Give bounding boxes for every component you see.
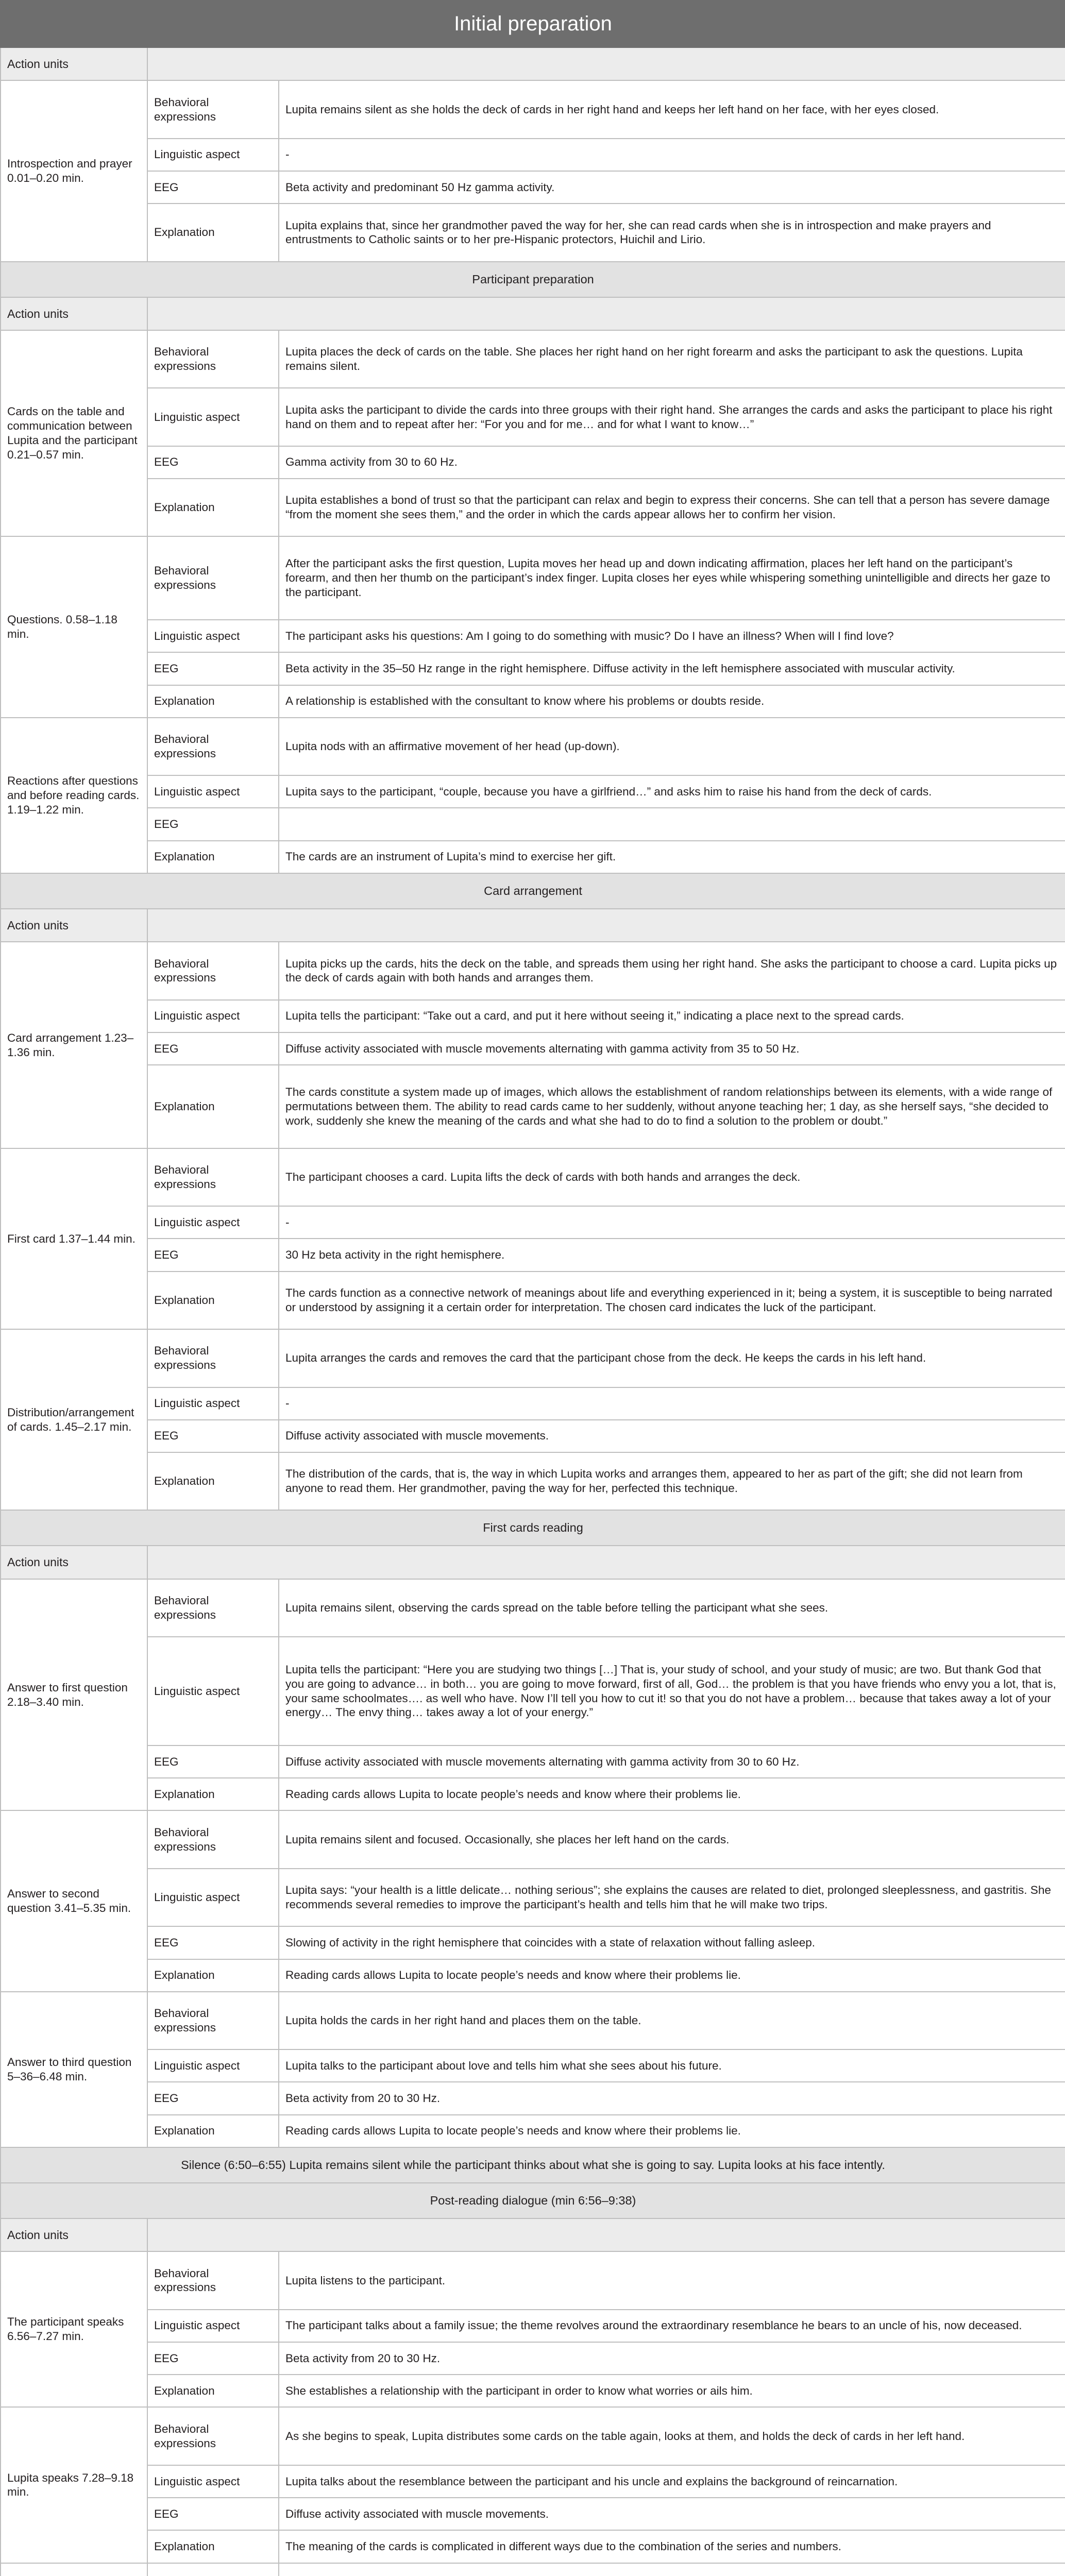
row-text: After the participant asks the first question, Lupita moves her head up and down indicating affirmation, places her left hand on the participant’s forearm, and then her thumb on the participant’s index finger. Lupita closes her eyes while whispering something unintelligible and directs her gaze to the participant. [279, 536, 1065, 620]
row-text: Lupita talks to the participant about love and tells him what she sees about his future. [279, 2049, 1065, 2082]
row-label: Explanation [147, 204, 279, 261]
row-text: Lupita remains silent as she holds the deck of cards in her right hand and keeps her left hand on her face, with her eyes closed. [279, 80, 1065, 138]
table-row [1, 1206, 1065, 1239]
row-text: Lupita says: “your health is a little delicate… nothing serious”; she explains the causes are related to diet, prolonged sleeplessness, and gastritis. She recommends several remedies to improve the participant’s health and tells him that he will make two trips. [279, 1869, 1065, 1926]
row-label: Linguistic aspect [147, 1637, 279, 1745]
section-heading-row [1, 1510, 1065, 1546]
row-label: EEG [147, 2082, 279, 2114]
section-heading-row [1, 2147, 1065, 2183]
row-label: EEG [147, 808, 279, 840]
row-text: Lupita establishes a bond of trust so that the participant can relax and begin to express their concerns. She can tell that a person has severe damage “from the moment she sees them,” and the order in which the cards appear allows her to confirm her vision. [279, 479, 1065, 536]
session-table-body [1, 1, 1065, 2576]
action-unit-cell: Distribution/arrangement of cards. 1.45–2.17 min. [1, 1329, 147, 1510]
row-text: Lupita places the deck of cards on the table. She places her right hand on her right forearm and asks the participant to ask the questions. Lupita remains silent. [279, 330, 1065, 388]
row-label: Explanation [147, 1778, 279, 1810]
row-text: Lupita tells the participant: “Take out a card, and put it here without seeing it,” indicating a place next to the spread cards. [279, 1000, 1065, 1032]
row-label: Linguistic aspect [147, 1387, 279, 1420]
table-row [1, 652, 1065, 685]
table-row [1, 1329, 1065, 1387]
section-heading: Card arrangement [1, 873, 1065, 909]
row-label: Behavioral expressions [147, 80, 279, 138]
table-row [1, 1065, 1065, 1148]
row-text: Lupita asks the participant to divide the cards into three groups with their right hand. She arranges the cards and asks the participant to place his right hand on them and to repeat after her: “For you and for me… and for what I want to know…” [279, 388, 1065, 446]
table-row [1, 2530, 1065, 2563]
table-row [1, 171, 1065, 204]
table-row [1, 1778, 1065, 1810]
row-label: EEG [147, 2342, 279, 2375]
row-label: Linguistic aspect [147, 620, 279, 652]
row-text: Lupita holds the cards in her right hand and places them on the table. [279, 1992, 1065, 2049]
row-label: Explanation [147, 2530, 279, 2563]
action-unit-cell: Answer to first question 2.18–3.40 min. [1, 1579, 147, 1811]
row-text: The cards function as a connective network of meanings about life and everything experienced in it; being a system, it is susceptible to being narrated or understood by assigning it a certain order for interpretation. The chosen card indicates the luck of the participant. [279, 1272, 1065, 1329]
row-label: Linguistic aspect [147, 1206, 279, 1239]
section-heading: Participant preparation [1, 262, 1065, 297]
table-row [1, 2115, 1065, 2147]
action-unit-cell: Answer to second question 3.41–5.35 min. [1, 1810, 147, 1991]
action-unit-cell: Answer to third question 5–36–6.48 min. [1, 1992, 147, 2147]
row-text: Lupita remains silent, observing the cards spread on the table before telling the participant what she sees. [279, 1579, 1065, 1637]
row-text: Lupita listens to the participant. [279, 2251, 1065, 2309]
table-row [1, 1810, 1065, 1868]
table-row [1, 1272, 1065, 1329]
header-blank-cell [147, 297, 1065, 330]
row-text: She establishes a relationship with the participant in order to know what worries or ails him. [279, 2375, 1065, 2407]
row-label: Behavioral expressions [147, 942, 279, 999]
row-label: Linguistic aspect [147, 1000, 279, 1032]
action-unit-cell: Reactions after questions and before reading cards. 1.19–1.22 min. [1, 718, 147, 873]
action-unit-cell: Introspection and prayer 0.01–0.20 min. [1, 80, 147, 261]
row-label: EEG [147, 446, 279, 479]
row-text: The participant asks his questions: Am I going to do something with music? Do I have an illness? When will I find love? [279, 620, 1065, 652]
row-label: Behavioral expressions [147, 1329, 279, 1387]
row-text: Beta activity from 20 to 30 Hz. [279, 2082, 1065, 2114]
table-row [1, 1869, 1065, 1926]
row-label: EEG [147, 2498, 279, 2530]
row-label: Behavioral expressions [147, 2407, 279, 2465]
row-label: Behavioral expressions [147, 1810, 279, 1868]
table-row [1, 1992, 1065, 2049]
row-text: Diffuse activity associated with muscle movements alternating with gamma activity from 30 to 60 Hz. [279, 1745, 1065, 1778]
table-row [1, 685, 1065, 718]
row-text: Diffuse activity associated with muscle movements alternating with gamma activity from 35 to 50 Hz. [279, 1032, 1065, 1065]
row-label: Behavioral expressions [147, 1992, 279, 2049]
table-row [1, 1000, 1065, 1032]
table-row [1, 1032, 1065, 1065]
row-text: Lupita says to the participant, “couple, because you have a girlfriend…” and asks him to raise his hand from the deck of cards. [279, 775, 1065, 808]
row-label: Linguistic aspect [147, 2049, 279, 2082]
row-label: Explanation [147, 2115, 279, 2147]
table-row [1, 388, 1065, 446]
row-text: Diffuse activity associated with muscle movements. [279, 1420, 1065, 1452]
row-label: EEG [147, 171, 279, 204]
row-text: The distribution of the cards, that is, the way in which Lupita works and arranges them, appeared to her as part of the gift; she did not learn from anyone to read them. Her grandmother, paving the way for her, perfected this technique. [279, 1452, 1065, 1510]
row-label: EEG [147, 1239, 279, 1271]
row-label: Behavioral expressions [147, 330, 279, 388]
row-text: Diffuse activity associated with muscle movements. [279, 2498, 1065, 2530]
row-label: EEG [147, 1926, 279, 1959]
row-text [279, 808, 1065, 840]
row-label [147, 2563, 279, 2576]
row-text: Lupita remains silent and focused. Occasionally, she places her left hand on the cards. [279, 1810, 1065, 1868]
row-text [279, 2563, 1065, 2576]
row-label: Linguistic aspect [147, 2465, 279, 2498]
table-row [1, 2375, 1065, 2407]
row-label: Explanation [147, 479, 279, 536]
action-units-header: Action units [1, 909, 147, 942]
row-text: Beta activity and predominant 50 Hz gamma activity. [279, 171, 1065, 204]
row-label: Linguistic aspect [147, 1869, 279, 1926]
row-text: Lupita arranges the cards and removes the card that the participant chose from the deck. He keeps the cards in his left hand. [279, 1329, 1065, 1387]
row-label: Explanation [147, 1452, 279, 1510]
action-units-header: Action units [1, 2218, 147, 2251]
section-heading: First cards reading [1, 1510, 1065, 1546]
row-text: Lupita tells the participant: “Here you are studying two things […] That is, your study of school, and your study of music; are two. But thank God that you are going to advance… in both… you are going to move forward, first of all, God… the problem is that you have friends who envy you a lot, that is, your same schoolmates…. as well who have. Now I’ll tell you how to cut it! so that you do not have a problem… because that takes away a lot of your energy… The envy thing… takes away a lot of your energy.” [279, 1637, 1065, 1745]
table-row [1, 1148, 1065, 1206]
table-row [1, 1637, 1065, 1745]
row-label: Linguistic aspect [147, 139, 279, 171]
table-row [1, 718, 1065, 775]
row-label: EEG [147, 1420, 279, 1452]
table-row [1, 1959, 1065, 1992]
table-row [1, 2498, 1065, 2530]
table-row [1, 1420, 1065, 1452]
action-units-header-row [1, 297, 1065, 330]
table-row [1, 446, 1065, 479]
table-row [1, 1745, 1065, 1778]
row-text: Lupita talks about the resemblance between the participant and his uncle and explains the background of reincarnation. [279, 2465, 1065, 2498]
table-row [1, 2563, 1065, 2576]
table-row [1, 139, 1065, 171]
table-row [1, 2342, 1065, 2375]
action-units-header: Action units [1, 47, 147, 80]
header-blank-cell [147, 47, 1065, 80]
row-text: The cards are an instrument of Lupita’s mind to exercise her gift. [279, 841, 1065, 873]
row-text: - [279, 1206, 1065, 1239]
row-label: Behavioral expressions [147, 1148, 279, 1206]
row-text: Reading cards allows Lupita to locate people’s needs and know where their problems lie. [279, 1778, 1065, 1810]
action-units-header-row [1, 909, 1065, 942]
row-label: EEG [147, 652, 279, 685]
action-units-header: Action units [1, 297, 147, 330]
action-units-header-row [1, 1546, 1065, 1579]
table-row [1, 479, 1065, 536]
section-heading: Silence (6:50–6:55) Lupita remains silent while the participant thinks about what she is going to say. Lupita looks at his face intently. [1, 2147, 1065, 2183]
action-unit-cell: The participant speaks 6.56–7.27 min. [1, 2251, 147, 2407]
action-unit-cell: Lupita speaks 7.28–9.18 min. [1, 2407, 147, 2563]
table-row [1, 2465, 1065, 2498]
section-heading-row [1, 2183, 1065, 2218]
table-row [1, 204, 1065, 261]
table-row [1, 808, 1065, 840]
row-text: The participant chooses a card. Lupita lifts the deck of cards with both hands and arranges the deck. [279, 1148, 1065, 1206]
table-row [1, 2251, 1065, 2309]
action-units-header-row [1, 2218, 1065, 2251]
row-label: EEG [147, 1745, 279, 1778]
table-row [1, 2082, 1065, 2114]
table-row [1, 2049, 1065, 2082]
row-text: Reading cards allows Lupita to locate people’s needs and know where their problems lie. [279, 2115, 1065, 2147]
table-row [1, 1239, 1065, 1271]
section-heading-row [1, 873, 1065, 909]
row-label: Explanation [147, 685, 279, 718]
row-text: As she begins to speak, Lupita distributes some cards on the table again, looks at them, and holds the deck of cards in her left hand. [279, 2407, 1065, 2465]
row-text: The cards constitute a system made up of images, which allows the establishment of random relationships between its elements, with a wide range of permutations between them. The ability to read cards came to her suddenly, without anyone teaching her; 1 day, as she herself says, “she decided to work, suddenly she knew the meaning of the cards and what she had to do to find a solution to the problem or doubt.” [279, 1065, 1065, 1148]
row-label: EEG [147, 1032, 279, 1065]
table-row [1, 1387, 1065, 1420]
table-row [1, 80, 1065, 138]
section-heading-row [1, 262, 1065, 297]
row-text: Lupita picks up the cards, hits the deck on the table, and spreads them using her right hand. She asks the participant to choose a card. Lupita picks up the deck of cards again with both hands and arranges them. [279, 942, 1065, 999]
action-unit-cell [1, 2563, 147, 2576]
row-label: Behavioral expressions [147, 536, 279, 620]
row-text: A relationship is established with the consultant to know where his problems or doubts reside. [279, 685, 1065, 718]
row-label: Explanation [147, 2375, 279, 2407]
row-text: Beta activity in the 35–50 Hz range in the right hemisphere. Diffuse activity in the left hemisphere associated with muscular activity. [279, 652, 1065, 685]
row-text: Lupita nods with an affirmative movement of her head (up-down). [279, 718, 1065, 775]
action-units-header: Action units [1, 1546, 147, 1579]
action-unit-cell: First card 1.37–1.44 min. [1, 1148, 147, 1329]
row-label: Behavioral expressions [147, 1579, 279, 1637]
row-text: Lupita explains that, since her grandmother paved the way for her, she can read cards when she is in introspection and make prayers and entrustments to Catholic saints or to her pre-Hispanic protectors, Huichil and Lirio. [279, 204, 1065, 261]
section-heading: Post-reading dialogue (min 6:56–9:38) [1, 2183, 1065, 2218]
table-row [1, 536, 1065, 620]
row-label: Linguistic aspect [147, 2310, 279, 2342]
table-row [1, 2310, 1065, 2342]
table-title-row [1, 1, 1065, 47]
header-blank-cell [147, 909, 1065, 942]
row-text: Reading cards allows Lupita to locate people’s needs and know where their problems lie. [279, 1959, 1065, 1992]
row-label: Explanation [147, 1272, 279, 1329]
row-label: Explanation [147, 1959, 279, 1992]
table-row [1, 2407, 1065, 2465]
table-row [1, 942, 1065, 999]
row-text: - [279, 1387, 1065, 1420]
action-units-header-row [1, 47, 1065, 80]
header-blank-cell [147, 2218, 1065, 2251]
table-row [1, 775, 1065, 808]
row-text: 30 Hz beta activity in the right hemisphere. [279, 1239, 1065, 1271]
table-row [1, 1579, 1065, 1637]
table-row [1, 620, 1065, 652]
table-row [1, 1452, 1065, 1510]
header-blank-cell [147, 1546, 1065, 1579]
table-row [1, 841, 1065, 873]
action-unit-cell: Questions. 0.58–1.18 min. [1, 536, 147, 717]
row-text: Slowing of activity in the right hemisphere that coincides with a state of relaxation without falling asleep. [279, 1926, 1065, 1959]
table-row [1, 1926, 1065, 1959]
row-label: Behavioral expressions [147, 2251, 279, 2309]
table-title: Initial preparation [1, 1, 1065, 47]
row-label: Linguistic aspect [147, 388, 279, 446]
table-row [1, 330, 1065, 388]
row-label: Explanation [147, 1065, 279, 1148]
row-text: Beta activity from 20 to 30 Hz. [279, 2342, 1065, 2375]
row-label: Linguistic aspect [147, 775, 279, 808]
row-text: - [279, 139, 1065, 171]
row-text: Gamma activity from 30 to 60 Hz. [279, 446, 1065, 479]
action-unit-cell: Card arrangement 1.23–1.36 min. [1, 942, 147, 1148]
action-unit-cell: Cards on the table and communication between Lupita and the participant 0.21–0.57 min. [1, 330, 147, 537]
row-text: The meaning of the cards is complicated in different ways due to the combination of the series and numbers. [279, 2530, 1065, 2563]
row-text: The participant talks about a family issue; the theme revolves around the extraordinary resemblance he bears to an uncle of his, now deceased. [279, 2310, 1065, 2342]
row-label: Explanation [147, 841, 279, 873]
row-label: Behavioral expressions [147, 718, 279, 775]
